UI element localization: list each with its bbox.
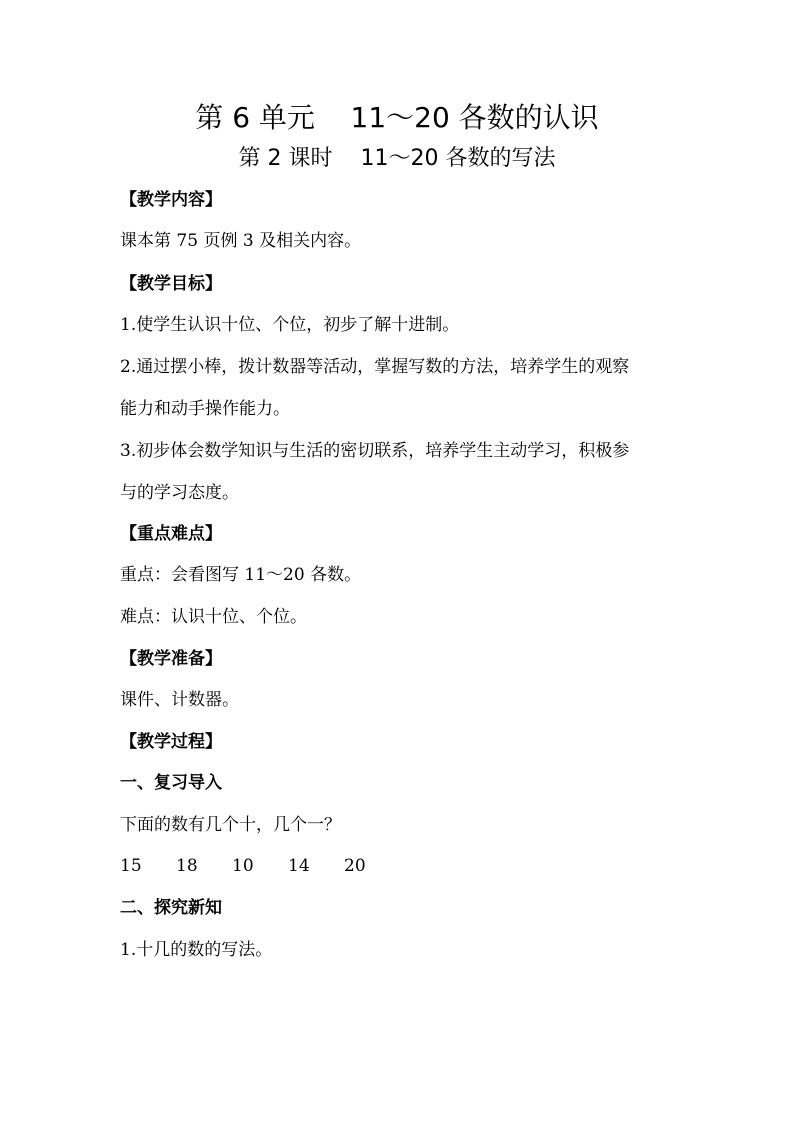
goal-item-3-line-2: 与的学习态度。 [120, 483, 239, 503]
section-heading-preparation: 【教学准备】 [120, 649, 222, 669]
goal-item-3-line-1: 3.初步体会数学知识与生活的密切联系，培养学生主动学习，积极参 [120, 441, 630, 461]
process-part-1-title: 一、复习导入 [120, 773, 222, 793]
content-text: 课本第 75 页例 3 及相关内容。 [120, 231, 362, 251]
section-heading-key-points: 【重点难点】 [120, 524, 222, 544]
section-heading-content: 【教学内容】 [120, 190, 222, 210]
preparation-text: 课件、计数器。 [120, 690, 239, 710]
section-heading-goals: 【教学目标】 [120, 274, 222, 294]
review-question: 下面的数有几个十，几个一？ [120, 815, 341, 835]
goal-item-1: 1.使学生认识十位、个位，初步了解十进制。 [120, 315, 460, 335]
difficult-point-text: 难点：认识十位、个位。 [120, 607, 307, 627]
review-number: 15 [120, 856, 142, 876]
review-number: 14 [288, 856, 310, 876]
process-part-2-title: 二、探究新知 [120, 898, 222, 918]
process-step-1: 1.十几的数的写法。 [120, 940, 273, 960]
page-title: 第 6 单元 11～20 各数的认识 [195, 101, 599, 134]
key-point-text: 重点：会看图写 11～20 各数。 [120, 565, 362, 585]
review-number: 10 [232, 856, 254, 876]
review-number: 20 [344, 856, 366, 876]
section-heading-process: 【教学过程】 [120, 732, 222, 752]
goal-item-2-line-2: 能力和动手操作能力。 [120, 399, 290, 419]
review-number: 18 [176, 856, 198, 876]
goal-item-2-line-1: 2.通过摆小棒，拨计数器等活动，掌握写数的方法，培养学生的观察 [120, 357, 630, 377]
lesson-subtitle: 第 2 课时 11～20 各数的写法 [238, 146, 556, 171]
